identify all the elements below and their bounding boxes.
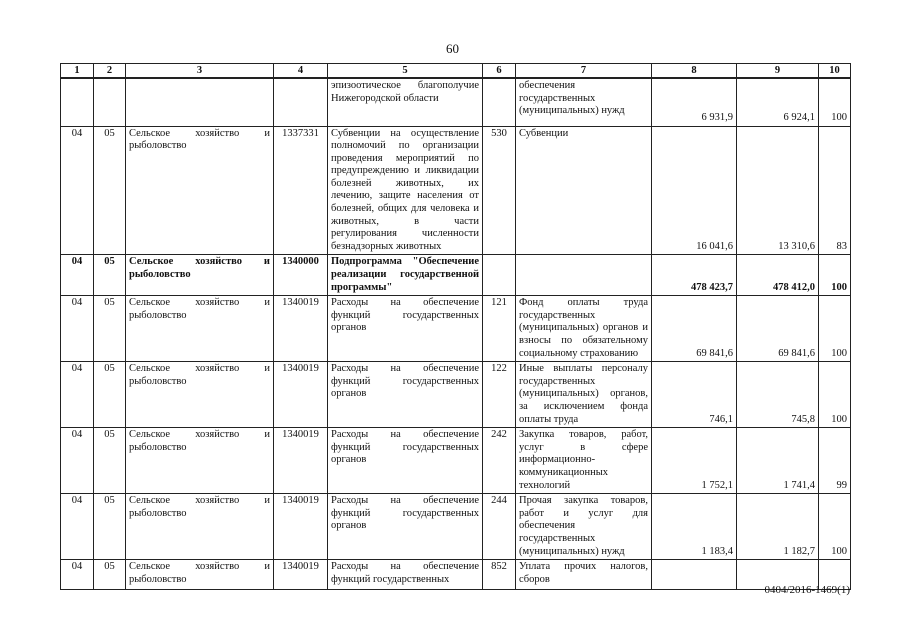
expense-type-name: Уплата прочих налогов, сборов — [516, 560, 652, 590]
section-code: 04 — [61, 255, 94, 296]
execution-percent: 100 — [819, 296, 851, 362]
section-code — [61, 78, 94, 126]
subsection-code: 05 — [94, 126, 126, 255]
expense-type-name: обеспечения государственных (муниципальных) нужд — [516, 78, 652, 126]
section-name: Сельское хозяйство и рыболовство — [126, 255, 274, 296]
column-header: 2 — [94, 64, 126, 79]
column-header: 1 — [61, 64, 94, 79]
section-code: 04 — [61, 296, 94, 362]
target-article-name: Расходы на обеспечение функций государственных органов — [328, 296, 483, 362]
expense-type-code: 852 — [483, 560, 516, 590]
execution-percent: 100 — [819, 362, 851, 428]
target-article-code: 1340019 — [274, 494, 328, 560]
executed-amount: 69 841,6 — [737, 296, 819, 362]
executed-amount: 1 741,4 — [737, 428, 819, 494]
table-row — [61, 560, 851, 590]
target-article-name: Расходы на обеспечение функций государственных органов — [328, 494, 483, 560]
expense-type-code — [483, 255, 516, 296]
executed-amount: 1 182,7 — [737, 494, 819, 560]
subsection-code: 05 — [94, 560, 126, 590]
document-code: 0404/2016-1469(1) — [764, 584, 850, 596]
target-article-code — [274, 78, 328, 126]
table-row — [61, 126, 851, 255]
header-row — [61, 64, 851, 79]
expense-type-code: 244 — [483, 494, 516, 560]
section-name: Сельское хозяйство и рыболовство — [126, 560, 274, 590]
section-name: Сельское хозяйство и рыболовство — [126, 428, 274, 494]
table-row — [61, 494, 851, 560]
expense-type-code — [483, 78, 516, 126]
expense-type-name: Закупка товаров, работ, услуг в сфере информационно-коммуникационных технологий — [516, 428, 652, 494]
subsection-code: 05 — [94, 494, 126, 560]
target-article-code: 1340019 — [274, 560, 328, 590]
subsection-code: 05 — [94, 362, 126, 428]
expense-type-name: Прочая закупка товаров, работ и услуг для обеспечения государственных (муниципальных) нужд — [516, 494, 652, 560]
table-row — [61, 428, 851, 494]
section-name: Сельское хозяйство и рыболовство — [126, 494, 274, 560]
expense-type-code: 242 — [483, 428, 516, 494]
planned-amount: 16 041,6 — [652, 126, 737, 255]
target-article-name: Подпрограмма "Обеспечение реализации государственной программы" — [328, 255, 483, 296]
expense-type-code: 122 — [483, 362, 516, 428]
planned-amount: 69 841,6 — [652, 296, 737, 362]
column-header: 7 — [516, 64, 652, 79]
execution-percent: 83 — [819, 126, 851, 255]
executed-amount: 13 310,6 — [737, 126, 819, 255]
target-article-code: 1340019 — [274, 362, 328, 428]
section-name — [126, 78, 274, 126]
target-article-name: эпизоотическое благополучие Нижегородской области — [328, 78, 483, 126]
column-header: 6 — [483, 64, 516, 79]
section-code: 04 — [61, 494, 94, 560]
execution-percent: 99 — [819, 428, 851, 494]
table-row — [61, 255, 851, 296]
column-header: 8 — [652, 64, 737, 79]
expense-type-code: 121 — [483, 296, 516, 362]
table-row — [61, 78, 851, 126]
expense-type-name — [516, 255, 652, 296]
table-row — [61, 362, 851, 428]
planned-amount: 1 752,1 — [652, 428, 737, 494]
section-code: 04 — [61, 560, 94, 590]
target-article-name: Расходы на обеспечение функций государственных органов — [328, 428, 483, 494]
page-number: 60 — [446, 41, 459, 56]
planned-amount: 1 183,4 — [652, 494, 737, 560]
budget-table — [60, 63, 851, 590]
expense-type-name: Фонд оплаты труда государственных (муниципальных) органов и взносы по обязательному социальному страхованию — [516, 296, 652, 362]
execution-percent: 100 — [819, 494, 851, 560]
column-header: 4 — [274, 64, 328, 79]
section-name: Сельское хозяйство и рыболовство — [126, 362, 274, 428]
column-header: 5 — [328, 64, 483, 79]
execution-percent: 100 — [819, 78, 851, 126]
executed-amount: 6 924,1 — [737, 78, 819, 126]
target-article-code: 1337331 — [274, 126, 328, 255]
column-header: 9 — [737, 64, 819, 79]
target-article-name: Субвенции на осуществление полномочий по организации проведения мероприятий по предупреждению и ликвидации болезней животных, их лечению, защите населения от болезней, общих для человека и животных, в части регулирования численности безнадзорных животных — [328, 126, 483, 255]
expense-type-code: 530 — [483, 126, 516, 255]
executed-amount: 478 412,0 — [737, 255, 819, 296]
section-code: 04 — [61, 126, 94, 255]
section-code: 04 — [61, 428, 94, 494]
planned-amount — [652, 560, 737, 590]
subsection-code — [94, 78, 126, 126]
section-name: Сельское хозяйство и рыболовство — [126, 126, 274, 255]
execution-percent: 100 — [819, 255, 851, 296]
subsection-code: 05 — [94, 255, 126, 296]
expense-type-name: Иные выплаты персоналу государственных (муниципальных) органов, за исключением фонда оплаты труда — [516, 362, 652, 428]
section-code: 04 — [61, 362, 94, 428]
target-article-code: 1340019 — [274, 428, 328, 494]
target-article-name: Расходы на обеспечение функций государственных органов — [328, 362, 483, 428]
column-header: 10 — [819, 64, 851, 79]
target-article-code: 1340000 — [274, 255, 328, 296]
target-article-name: Расходы на обеспечение функций государственных — [328, 560, 483, 590]
planned-amount: 478 423,7 — [652, 255, 737, 296]
subsection-code: 05 — [94, 296, 126, 362]
table-body — [61, 78, 851, 590]
column-header: 3 — [126, 64, 274, 79]
planned-amount: 6 931,9 — [652, 78, 737, 126]
target-article-code: 1340019 — [274, 296, 328, 362]
section-name: Сельское хозяйство и рыболовство — [126, 296, 274, 362]
subsection-code: 05 — [94, 428, 126, 494]
planned-amount: 746,1 — [652, 362, 737, 428]
executed-amount: 745,8 — [737, 362, 819, 428]
table-row — [61, 296, 851, 362]
expense-type-name: Субвенции — [516, 126, 652, 255]
